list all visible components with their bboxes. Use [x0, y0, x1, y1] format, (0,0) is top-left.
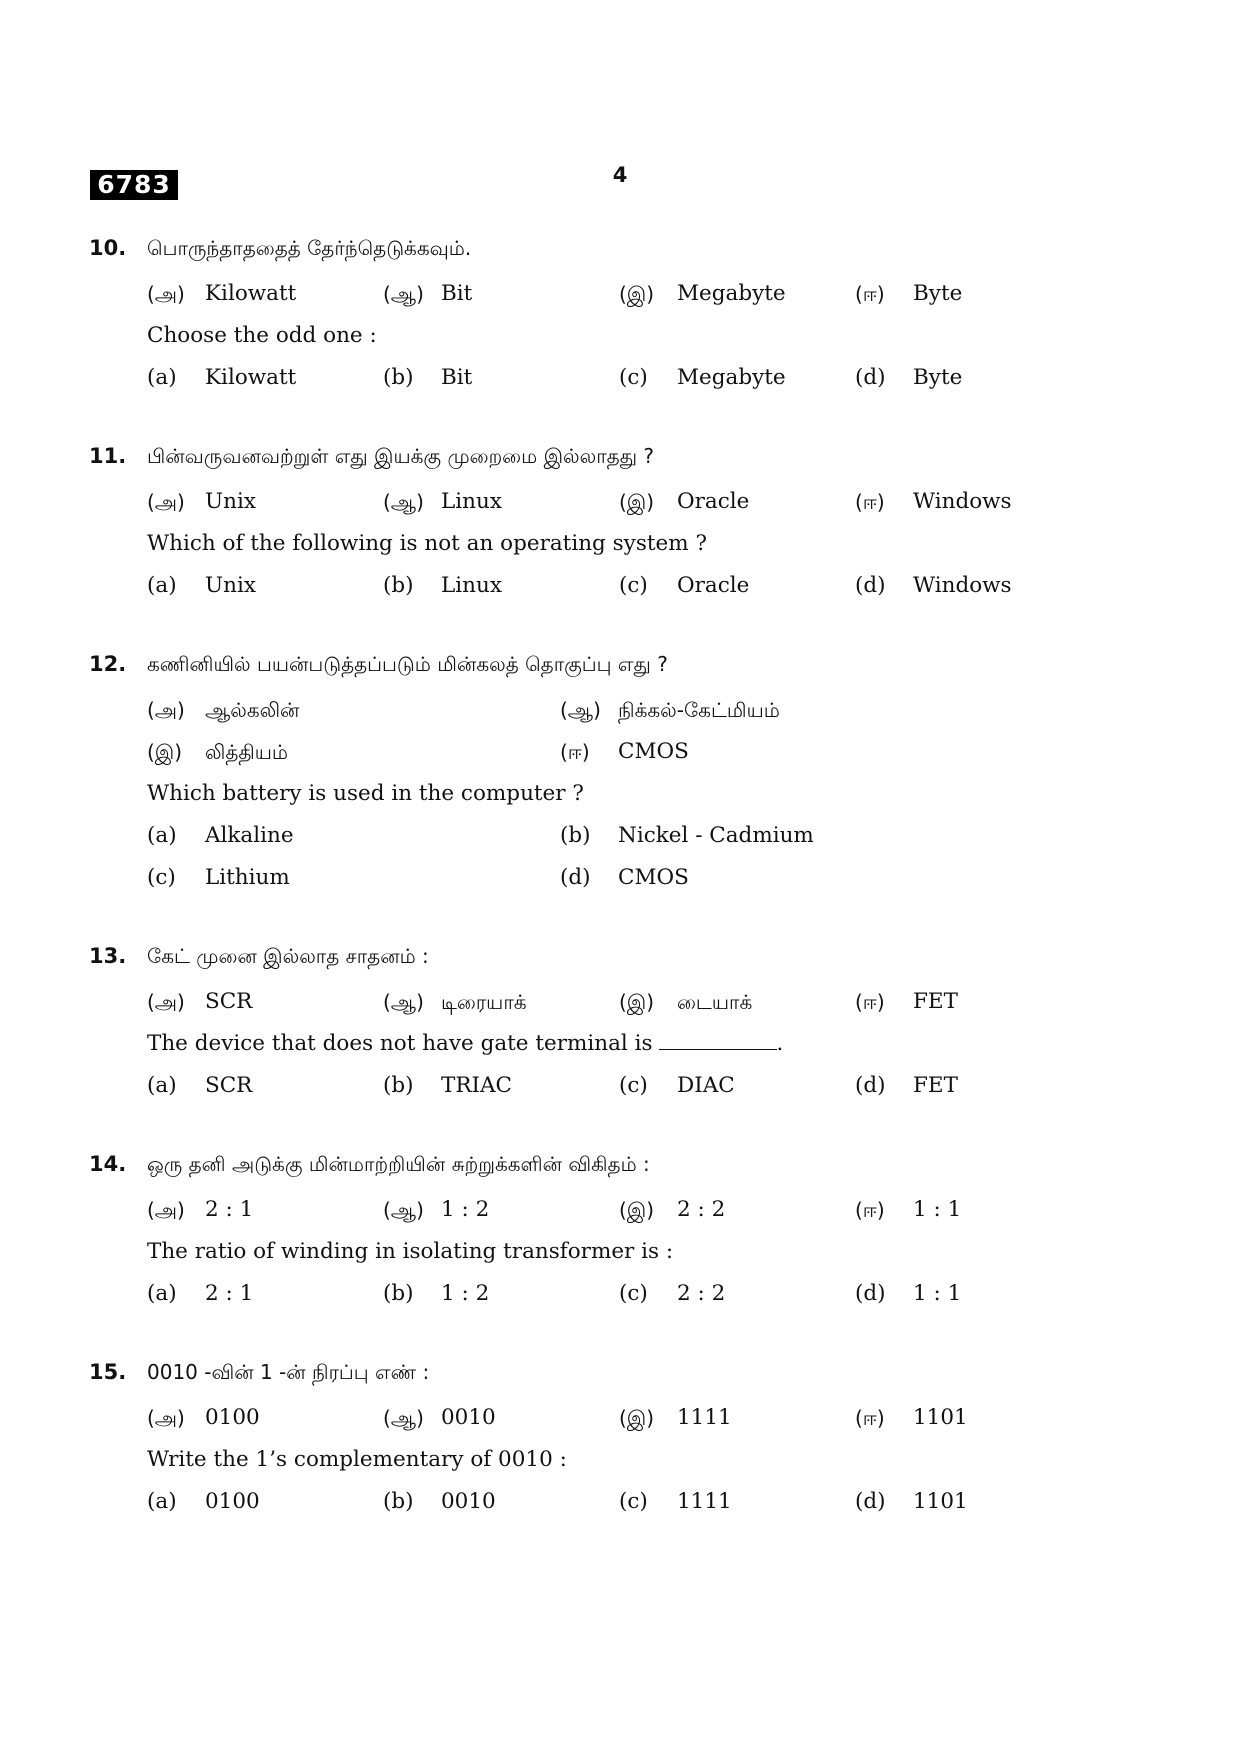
- question-text-tamil: 0010 -வின் 1 -ன் நிரப்பு எண் :: [147, 1360, 430, 1384]
- question-text-tamil: பொருந்தாததைத் தேர்ந்தெடுக்கவும்.: [147, 236, 472, 260]
- question-text-english: Which of the following is not an operating system ?: [147, 531, 707, 556]
- question-number: 13.: [89, 944, 127, 968]
- page-number: 4: [612, 163, 628, 187]
- question-text-english: The device that does not have gate terminal is .: [147, 1031, 784, 1056]
- question-text-tamil: கேட் முனை இல்லாத சாதனம் :: [147, 944, 429, 968]
- paper-code-badge: 6783: [90, 170, 178, 200]
- question-number: 11.: [89, 444, 127, 468]
- question-number: 14.: [89, 1152, 127, 1176]
- question-text-english: Choose the odd one :: [147, 323, 377, 348]
- question-text-tamil: பின்வருவனவற்றுள் எது இயக்கு முறைமை இல்லாதது ?: [147, 444, 655, 468]
- question-text-english: The ratio of winding in isolating transformer is :: [147, 1239, 674, 1264]
- question-text-tamil: ஒரு தனி அடுக்கு மின்மாற்றியின் சுற்றுக்களின் விகிதம் :: [147, 1152, 650, 1176]
- question-text-english: Write the 1’s complementary of 0010 :: [147, 1447, 567, 1472]
- question-number: 15.: [89, 1360, 127, 1384]
- question-number: 12.: [89, 652, 127, 676]
- question-number: 10.: [89, 236, 127, 260]
- question-text-tamil: கணினியில் பயன்படுத்தப்படும் மின்கலத் தொகுப்பு எது ?: [147, 652, 668, 676]
- answer-blank: [659, 1029, 777, 1050]
- question-text-english: Which battery is used in the computer ?: [147, 781, 584, 806]
